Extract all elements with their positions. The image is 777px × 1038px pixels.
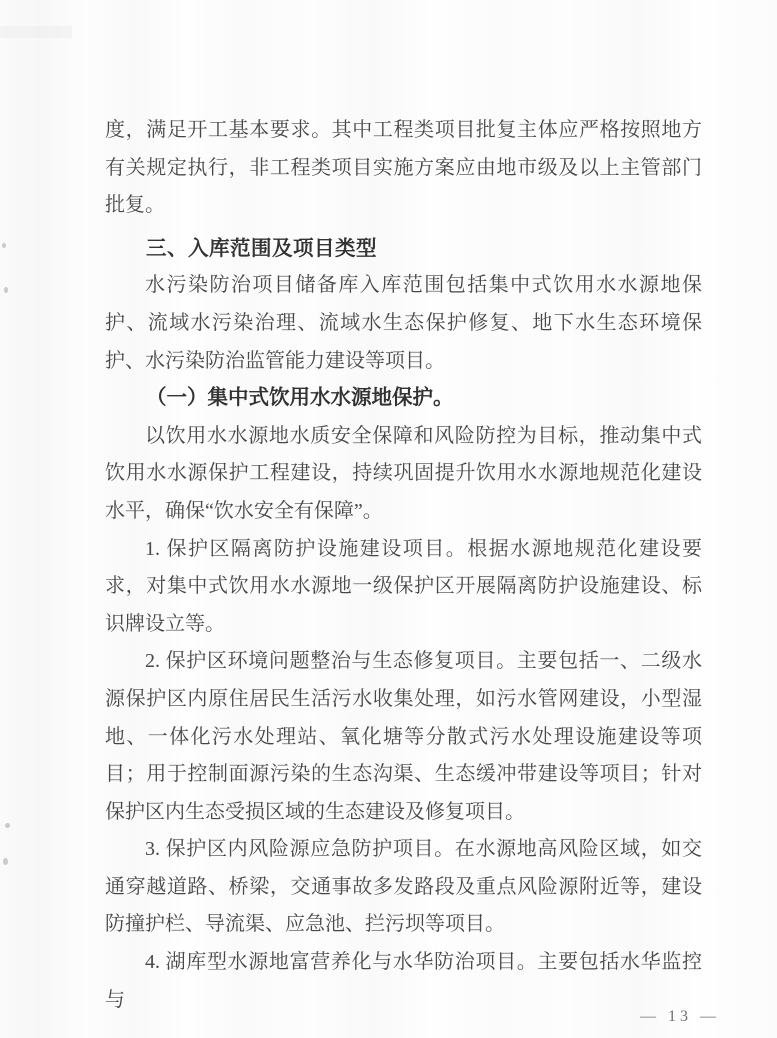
scan-artifact	[4, 287, 8, 293]
subsection-heading: （一）集中式饮用水水源地保护。	[146, 387, 454, 410]
page-number: — 13 —	[640, 1008, 720, 1025]
body-paragraph: 以饮用水水源地水质安全保障和风险防控为目标，推动集中式饮用水水源保护工程建设，持续巩固提升饮用水水源地规范化建设水平，确保“饮水安全有保障”。	[105, 424, 702, 522]
scan-artifact	[5, 823, 10, 828]
document-body	[105, 112, 702, 1019]
body-paragraph: 水污染防治项目储备库入库范围包括集中式饮用水水源地保护、流域水污染治理、流域水生态保护修复、地下水生态环境保护、水污染防治监管能力建设等项目。	[105, 274, 702, 372]
scan-artifact	[3, 858, 8, 865]
scan-artifact	[2, 243, 6, 248]
numbered-item-1: 1. 保护区隔离防护设施建设项目。根据水源地规范化建设要求，对集中式饮用水水源地一级保护区开展隔离防护设施建设、标识牌设立等。	[105, 537, 702, 635]
body-paragraph: 度，满足开工基本要求。其中工程类项目批复主体应严格按照地方有关规定执行，非工程类项目实施方案应由地市级及以上主管部门批复。	[105, 119, 702, 217]
section-heading: 三、入库范围及项目类型	[146, 236, 377, 260]
numbered-item-2: 2. 保护区环境问题整治与生态修复项目。主要包括一、二级水源保护区内原住居民生活污水收集处理，如污水管网建设，小型湿地、一体化污水处理站、氧化塘等分散式污水处理设施建设等项目；用于控制面源污染的生态沟渠、生态缓冲带建设等项目；针对保护区内生态受损区域的生态建设及修复项目。	[105, 650, 702, 823]
scan-smudge	[0, 26, 72, 38]
numbered-item-4: 4. 湖库型水源地富营养化与水华防治项目。主要包括水华监控与	[105, 951, 702, 1011]
numbered-item-3: 3. 保护区内风险源应急防护项目。在水源地高风险区域，如交通穿越道路、桥梁，交通事故多发路段及重点风险源附近等，建设防撞护栏、导流渠、应急池、拦污坝等项目。	[105, 838, 702, 936]
